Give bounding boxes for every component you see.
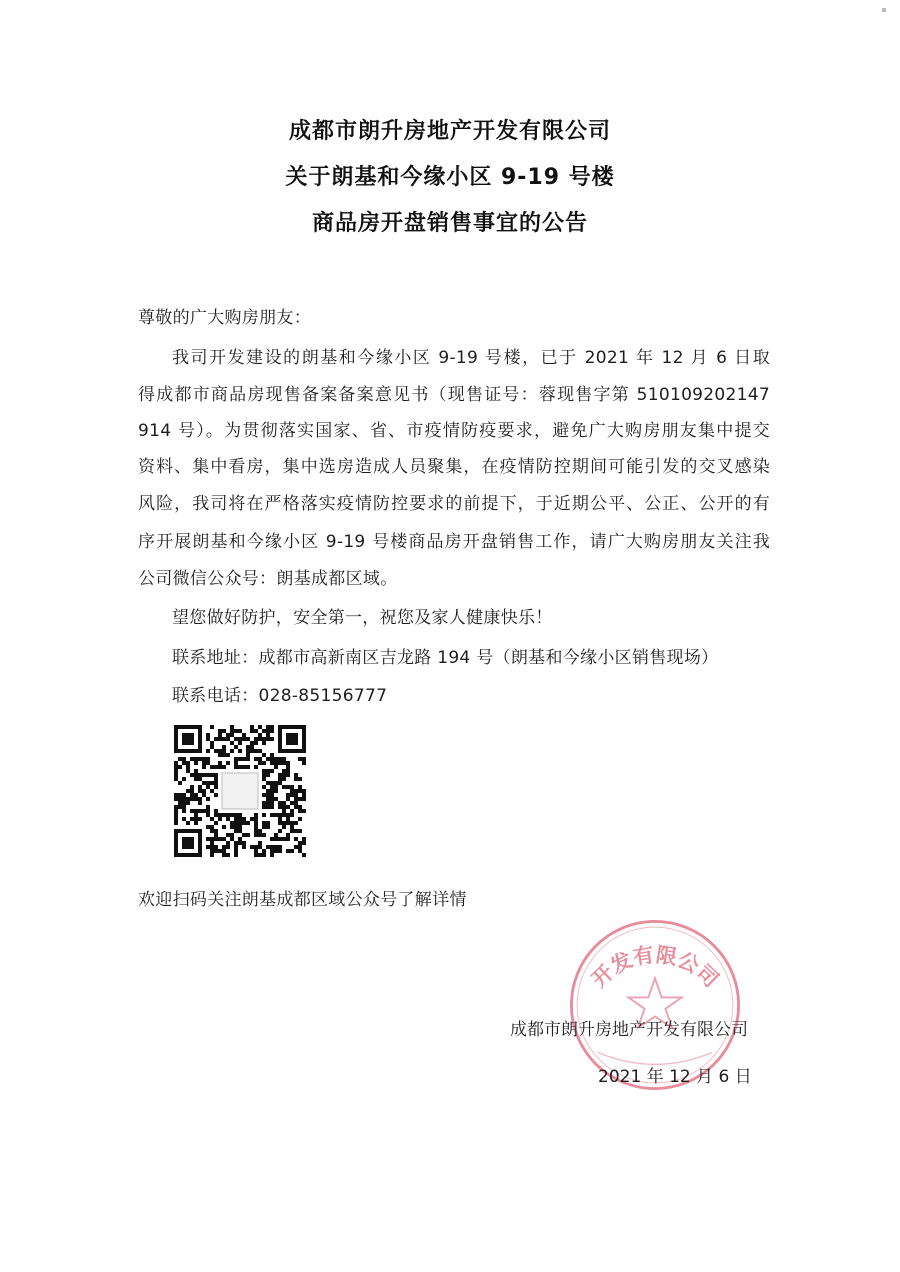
body-line: 资料、集中看房，集中选房造成人员聚集，在疫情防控期间可能引发的交叉感染 <box>138 457 770 477</box>
body-line: 序开展朗基和今缘小区 9-19 号楼商品房开盘销售工作，请广大购房朋友关注我 <box>138 532 770 552</box>
body-line: 风险，我司将在严格落实疫情防控要求的前提下，于近期公平、公正、公开的有 <box>138 494 770 514</box>
scan-mark <box>882 8 886 12</box>
seal-text: 开发有限公司 <box>586 942 724 993</box>
qr-caption: 欢迎扫码关注朗基成都区域公众号了解详情 <box>138 890 467 910</box>
contact-address: 联系地址：成都市高新南区吉龙路 194 号（朗基和今缘小区销售现场） <box>172 648 719 668</box>
body-line: 914 号）。为贯彻落实国家、省、市疫情防疫要求，避免广大购房朋友集中提交 <box>138 421 770 441</box>
body-line: 得成都市商品房现售备案备案意见书（现售证号：蓉现售字第 510109202147 <box>138 385 770 405</box>
signature-company: 成都市朗升房地产开发有限公司 <box>510 1020 748 1040</box>
salutation: 尊敬的广大购房朋友： <box>138 308 311 328</box>
signature-date: 2021 年 12 月 6 日 <box>598 1067 752 1087</box>
contact-phone: 联系电话：028-85156777 <box>172 686 388 706</box>
wechat-qr-code <box>174 725 306 857</box>
body-line: 公司微信公众号：朗基成都区域。 <box>138 569 398 589</box>
svg-text:开发有限公司 <box>587 943 723 992</box>
title-company: 成都市朗升房地产开发有限公司 <box>288 119 611 144</box>
qr-center-logo <box>222 773 258 809</box>
wishes-line: 望您做好防护，安全第一，祝您及家人健康快乐！ <box>172 608 553 628</box>
title-subject: 商品房开盘销售事宜的公告 <box>311 211 588 236</box>
body-line: 我司开发建设的朗基和今缘小区 9-19 号楼，已于 2021 年 12 月 6 日取 <box>172 348 770 368</box>
title-project: 关于朗基和今缘小区 9-19 号楼 <box>285 165 615 190</box>
